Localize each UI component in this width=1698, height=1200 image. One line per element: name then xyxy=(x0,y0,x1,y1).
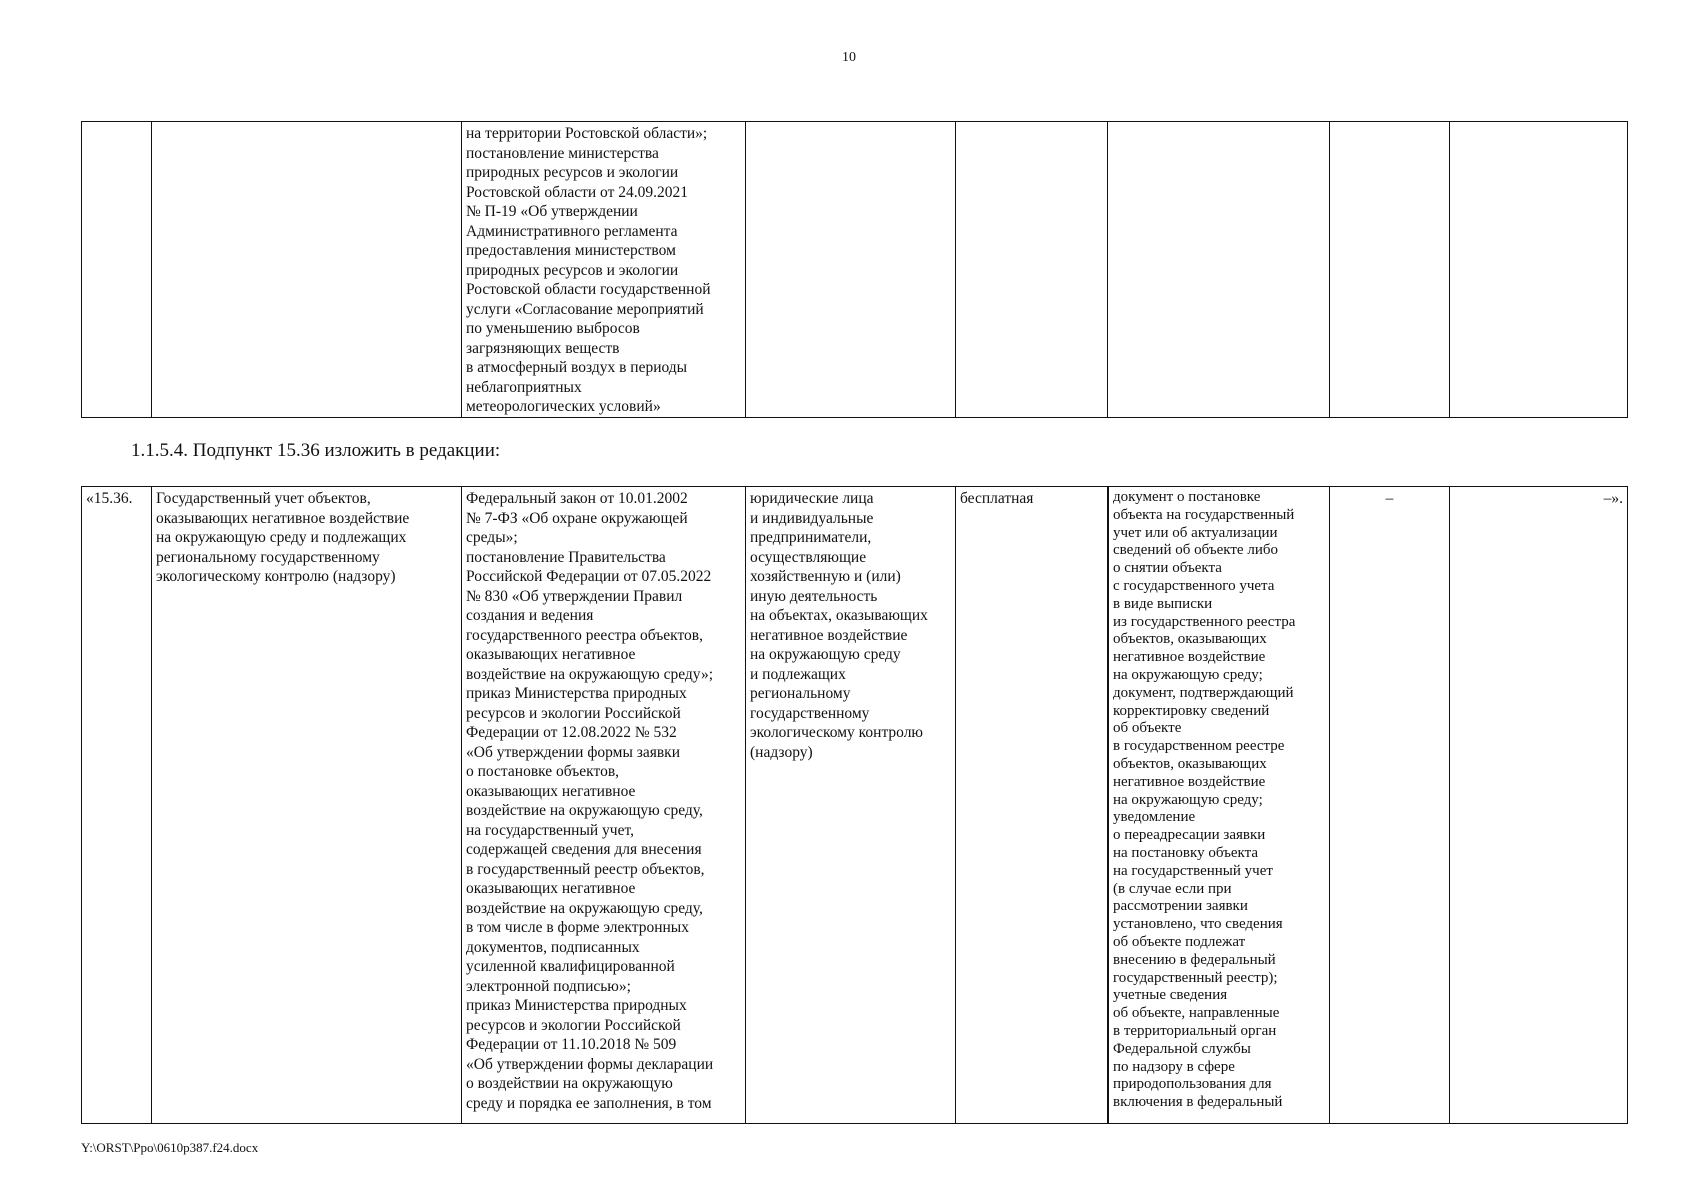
page-number: 10 xyxy=(842,50,856,65)
cell-result xyxy=(1108,122,1330,418)
cell-applicants: юридические лица и индивидуальные предприниматели, осуществляющие хозяйственную и (или) иную деятельность на объектах, оказывающих негативное воздействие на окружающую среду и подлежащих региональному государственному экологическому контролю (надзору) xyxy=(746,487,956,1124)
table-row xyxy=(82,487,1628,1124)
table-row xyxy=(82,122,1628,418)
cell-fee xyxy=(956,122,1108,418)
file-path-footer: Y:\ORST\Ppo\0610p387.f24.docx xyxy=(81,1140,259,1155)
cell-extra-2 xyxy=(1450,122,1628,418)
services-table xyxy=(81,486,1628,1124)
cell-fee: бесплатная xyxy=(956,487,1108,1124)
continued-table xyxy=(81,121,1628,418)
cell-result: документ о постановке объекта на государственный учет или об актуализации сведений об объекте либо о снятии объекта с государственного учета в виде выписки из государственного реестра объектов, оказывающих негативное воздействие на окружающую среду; документ, подтверждающий корректировку сведений об объекте в государственном реестре объектов, оказывающих негативное воздействие на окружающую среду; уведомление о переадресации заявки на постановку объекта на государственный учет (в случае если при рассмотрении заявки установлено, что сведения об объекте подлежат внесению в федеральный государственный реестр); учетные сведения об объекте, направленные в территориальный орган Федеральной службы по надзору в сфере природопользования для включения в федеральный xyxy=(1109,487,1330,1124)
cell-number xyxy=(82,122,152,418)
cell-end-dash: –». xyxy=(1450,487,1628,1124)
cell-service-name xyxy=(152,122,462,418)
cell-applicants xyxy=(746,122,956,418)
cell-extra-1 xyxy=(1330,122,1450,418)
amendment-paragraph: 1.1.5.4. Подпункт 15.36 изложить в редакции: xyxy=(131,440,501,461)
cell-service-name: Государственный учет объектов, оказывающих негативное воздействие на окружающую среду и подлежащих региональному государственному экологическому контролю (надзору) xyxy=(152,487,462,1124)
cell-legal-basis: на территории Ростовской области»; постановление министерства природных ресурсов и экологии Ростовской области от 24.09.2021 № П-19 «Об утверждении Административного регламента предоставления министерством природных ресурсов и экологии Ростовской области государственной услуги «Согласование мероприятий по уменьшению выбросов загрязняющих веществ в атмосферный воздух в периоды неблагоприятных метеорологических условий» xyxy=(462,122,746,418)
cell-legal-basis: Федеральный закон от 10.01.2002 № 7-ФЗ «Об охране окружающей среды»; постановление Правительства Российской Федерации от 07.05.2022 № 830 «Об утверждении Правил создания и ведения государственного реестра объектов, оказывающих негативное воздействие на окружающую среду»; приказ Министерства природных ресурсов и экологии Российской Федерации от 12.08.2022 № 532 «Об утверждении формы заявки о постановке объектов, оказывающих негативное воздействие на окружающую среду, на государственный учет, содержащей сведения для внесения в государственный реестр объектов, оказывающих негативное воздействие на окружающую среду, в том числе в форме электронных документов, подписанных усиленной квалифицированной электронной подписью»; приказ Министерства природных ресурсов и экологии Российской Федерации от 11.10.2018 № 509 «Об утверждении формы декларации о воздействии на окружающую среду и порядка ее заполнения, в том xyxy=(462,487,746,1124)
cell-number: «15.36. xyxy=(82,487,152,1124)
cell-dash: – xyxy=(1330,487,1450,1124)
